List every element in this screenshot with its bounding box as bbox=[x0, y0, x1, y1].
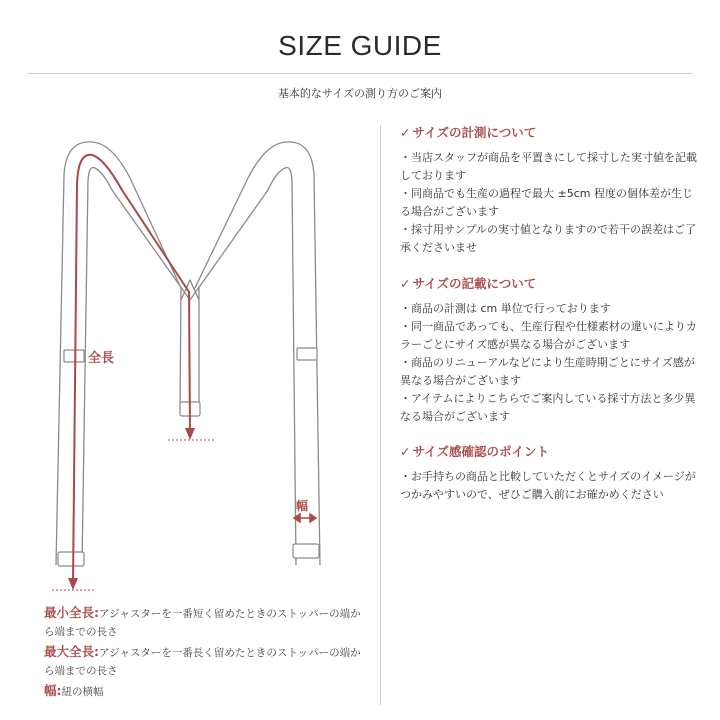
width-arrow-right bbox=[310, 514, 316, 522]
list-item: ・お手持ちの商品と比較していただくとサイズのイメージがつかみやすいので、ぜひご購入前にお確かめください bbox=[400, 470, 696, 501]
left-clip bbox=[58, 552, 84, 566]
page-subtitle: 基本的なサイズの測り方のご案内 bbox=[277, 87, 443, 100]
list-item: ・アイテムによりこちらでご案内している採寸方法と多少異なる場合がございます bbox=[400, 392, 696, 423]
list-item: ・採寸用サンプルの実寸値となりますので若干の誤差はご了承くださいませ bbox=[400, 223, 697, 254]
list-item: ・同商品でも生産の過程で最大 ±5cm 程度の個体差が生じる場合がございます bbox=[400, 187, 693, 218]
suspender-diagram bbox=[0, 0, 380, 600]
list-item: ・商品のリニューアルなどにより生産時期ごとにサイズ感が異なる場合がございます bbox=[400, 356, 695, 387]
strap-right-inner-edge bbox=[190, 168, 296, 566]
strap-left-inner-edge bbox=[82, 168, 190, 566]
back-strap-edge-left bbox=[180, 288, 181, 410]
section-measurement bbox=[400, 123, 700, 257]
arrowhead-back bbox=[185, 428, 195, 440]
total-length-label: 全長 bbox=[88, 351, 115, 366]
right-adjuster bbox=[297, 348, 317, 360]
section-heading: ✓ サイズの記載について bbox=[400, 276, 537, 291]
section-fit-points bbox=[400, 442, 700, 504]
section-heading: ✓ サイズの計測について bbox=[400, 125, 537, 140]
right-clip bbox=[293, 544, 319, 558]
section-notation bbox=[400, 274, 700, 426]
section-heading: ✓ サイズ感確認のポイント bbox=[400, 444, 549, 459]
list-item: ・商品の計測は cm 単位で行っております bbox=[400, 302, 611, 315]
legend-max-length: 最大全長:アジャスターを一番長く留めたときのストッパーの端から端までの長さ bbox=[44, 644, 361, 677]
list-item: ・当店スタッフが商品を平置きにして採寸した実寸値を記載しております bbox=[400, 151, 697, 182]
measurement-legend bbox=[44, 604, 364, 703]
width-label: 幅 bbox=[296, 499, 309, 513]
check-icon: ✓ bbox=[400, 276, 411, 291]
check-icon: ✓ bbox=[400, 125, 411, 140]
check-icon: ✓ bbox=[400, 444, 411, 459]
total-length-measure-line bbox=[73, 155, 190, 584]
list-item: ・同一商品であっても、生産行程や仕様素材の違いによりカラーごとにサイズ感が異なる場合がございます bbox=[400, 320, 697, 351]
legend-width: 幅:紐の横幅 bbox=[44, 683, 104, 698]
arrowhead-front bbox=[68, 578, 78, 590]
page-title: SIZE GUIDE bbox=[278, 30, 442, 61]
left-adjuster bbox=[64, 350, 84, 362]
column-divider bbox=[380, 125, 381, 705]
legend-min-length: 最小全長:アジャスターを一番短く留めたときのストッパーの端から端までの長さ bbox=[44, 605, 361, 638]
